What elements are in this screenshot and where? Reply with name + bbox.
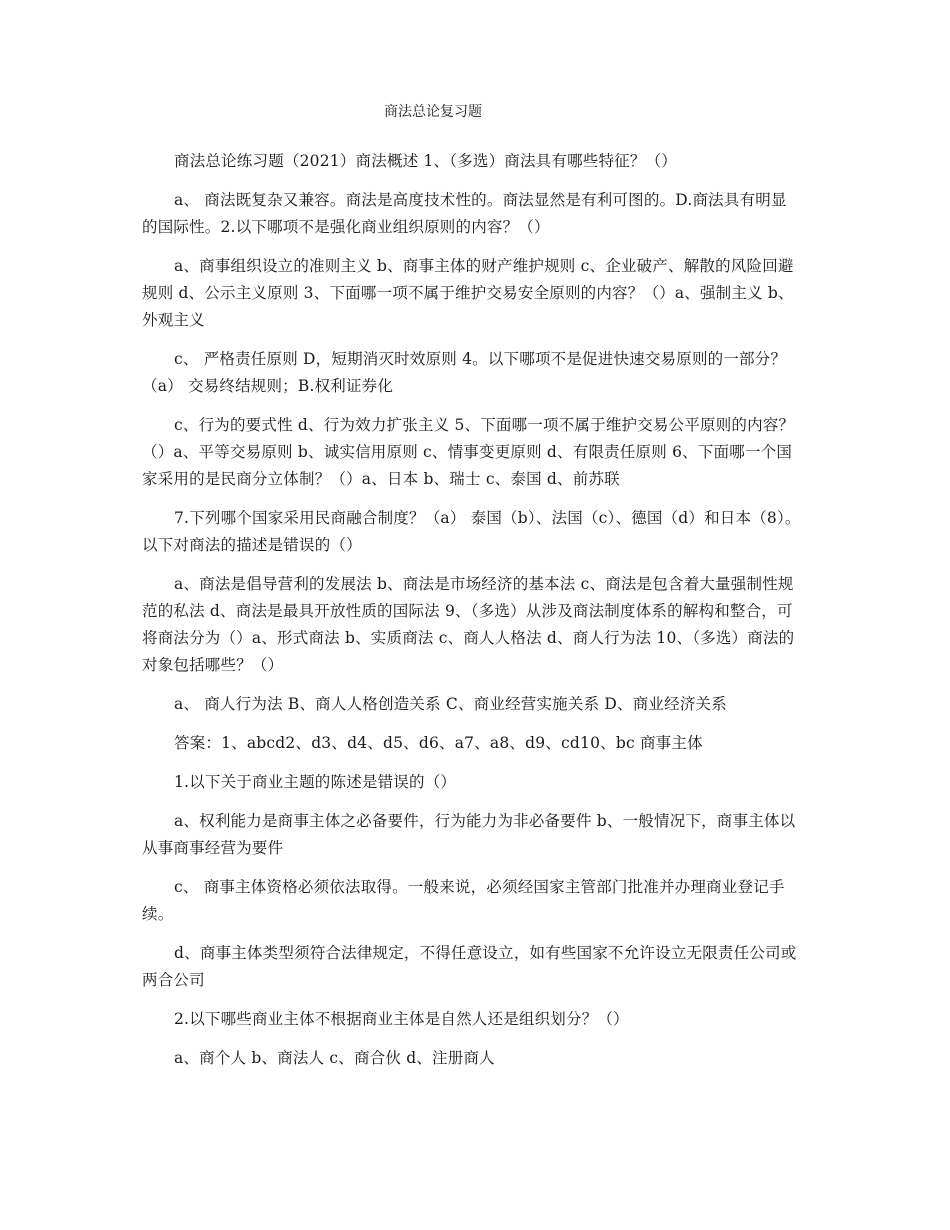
- paragraph: a、商个人 b、商法人 c、商合伙 d、注册商人: [174, 1049, 495, 1067]
- paragraph: 商法总论练习题（2021）商法概述 1、（多选）商法具有哪些特征？（）: [174, 152, 677, 170]
- paragraph: a、 商法既复杂又兼容。商法是高度技术性的。商法显然是有利可图的。D.商法具有明显的国际性。2.以下哪项不是强化商业组织原则的内容？（）: [142, 191, 787, 236]
- paragraph: a、权利能力是商事主体之必备要件，行为能力为非必备要件 b、一般情况下，商事主体以从事商事经营为要件: [142, 812, 796, 857]
- paragraph: c、 严格责任原则 D，短期消灭时效原则 4。以下哪项不是促进快速交易原则的一部分？（a） 交易终结规则；B.权利证券化: [142, 350, 787, 395]
- paragraph: c、行为的要式性 d、行为效力扩张主义 5、下面哪一项不属于维护交易公平原则的内容？（）a、平等交易原则 b、诚实信用原则 c、情事变更原则 d、有限责任原则 6、下面哪一个国家采用的是民商分立体制？（）a、日本 b、瑞士 c、泰国 d、前苏联: [142, 416, 795, 488]
- paragraph: d、商事主体类型须符合法律规定，不得任意设立，如有些国家不允许设立无限责任公司或两合公司: [142, 944, 797, 989]
- paragraph: a、 商人行为法 B、商人人格创造关系 C、商业经营实施关系 D、商业经济关系: [174, 695, 727, 713]
- paragraph: 7.下列哪个国家采用民商融合制度？（a） 泰国（b）、法国（c）、德国（d）和日本（8）。以下对商法的描述是错误的（）: [142, 509, 801, 554]
- paragraph: a、商法是倡导营利的发展法 b、商法是市场经济的基本法 c、商法是包含着大量强制性规范的私法 d、商法是最具开放性质的国际法 9、（多选）从涉及商法制度体系的解构和整合，可将商法分为（）a、形式商法 b、实质商法 c、商人人格法 d、商人行为法 10、（多选）商法的对象包括哪些？（）: [142, 575, 795, 674]
- paragraph: 1.以下关于商业主题的陈述是错误的（）: [174, 773, 457, 791]
- answer-key-paragraph: 答案：1、abcd2、d3、d4、d5、d6、a7、a8、d9、cd10、bc 商事主体: [174, 734, 703, 752]
- document-title: 商法总论复习题: [384, 104, 482, 120]
- paragraph: c、 商事主体资格必须依法取得。一般来说，必须经国家主管部门批准并办理商业登记手续。: [142, 878, 785, 923]
- document-body: [142, 148, 802, 1072]
- paragraph: 2.以下哪些商业主体不根据商业主体是自然人还是组织划分？（）: [174, 1010, 629, 1028]
- paragraph: a、商事组织设立的准则主义 b、商事主体的财产维护规则 c、企业破产、解散的风险回避规则 d、公示主义原则 3、下面哪一项不属于维护交易安全原则的内容？（）a、强制主义 b、外观主义: [142, 257, 794, 329]
